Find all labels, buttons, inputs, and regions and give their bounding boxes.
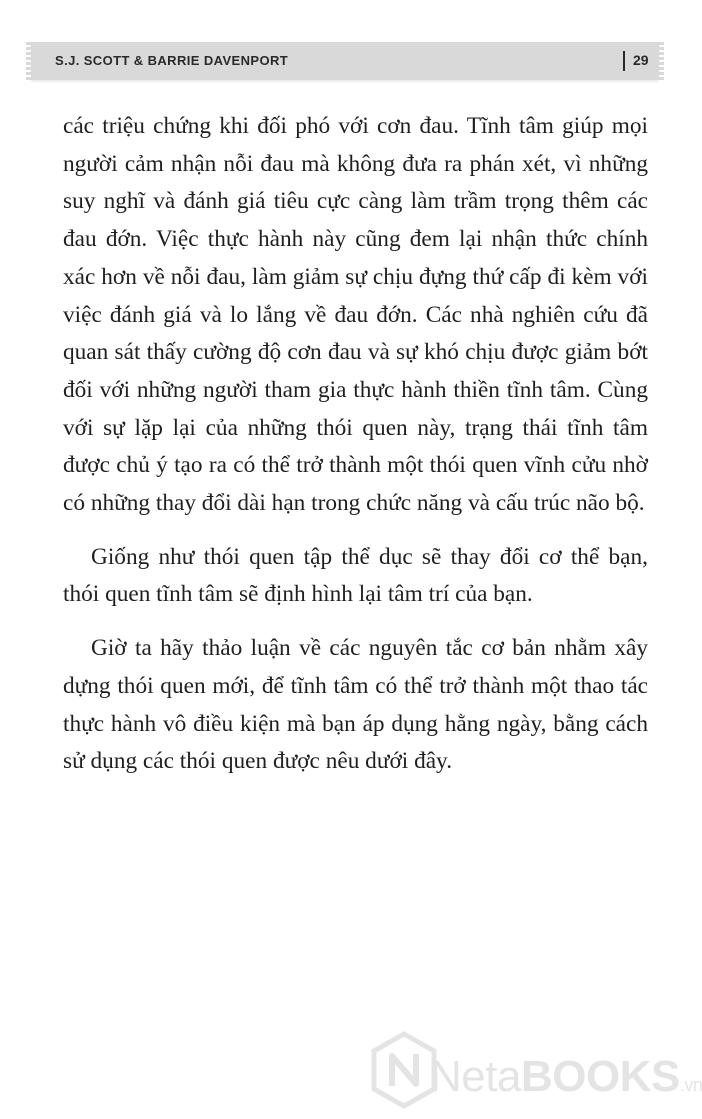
watermark-brand-suffix: .vn [679,1075,702,1095]
running-header [31,42,659,80]
watermark-brand-books: BOOKS [520,1052,680,1101]
page-number: 29 [633,52,649,68]
watermark [368,1030,702,1110]
header-authors: S.J. SCOTT & BARRIE DAVENPORT [55,53,289,68]
paragraph-1: các triệu chứng khi đối phó với cơn đau. Tĩnh tâm giúp mọi người cảm nhận nỗi đau mà không đưa ra phán xét, vì những suy nghĩ và đánh giá tiêu cực càng làm trầm trọng thêm các đau đớn. Việc thực hành này cũng đem lại nhận thức chính xác hơn về nỗi đau, làm giảm sự chịu đựng thứ cấp đi kèm với việc đánh giá và lo lắng về đau đớn. Các nhà nghiên cứu đã quan sát thấy cường độ cơn đau và sự khó chịu được giảm bớt đối với những người tham gia thực hành thiền tĩnh tâm. Cùng với sự lặp lại của những thói quen này, trạng thái tĩnh tâm được chủ ý tạo ra có thể trở thành một thói quen vĩnh cửu nhờ có những thay đổi dài hạn trong chức năng và cấu trúc não bộ. [63,113,648,517]
page-body [63,108,648,781]
watermark-brand-neta: Neta [430,1052,521,1101]
watermark-text [430,1052,702,1102]
paragraph-2: Giống như thói quen tập thể dục sẽ thay đổi cơ thể bạn, thói quen tĩnh tâm sẽ định hình lại tâm trí của bạn. [63,543,648,608]
header-divider [623,51,625,71]
paragraph-3: Giờ ta hãy thảo luận về các nguyên tắc cơ bản nhằm xây dựng thói quen mới, để tĩnh tâm có thể trở thành một thao tác thực hành vô điều kiện mà bạn áp dụng hằng ngày, bằng cách sử dụng các thói quen được nêu dưới đây. [63,635,648,775]
